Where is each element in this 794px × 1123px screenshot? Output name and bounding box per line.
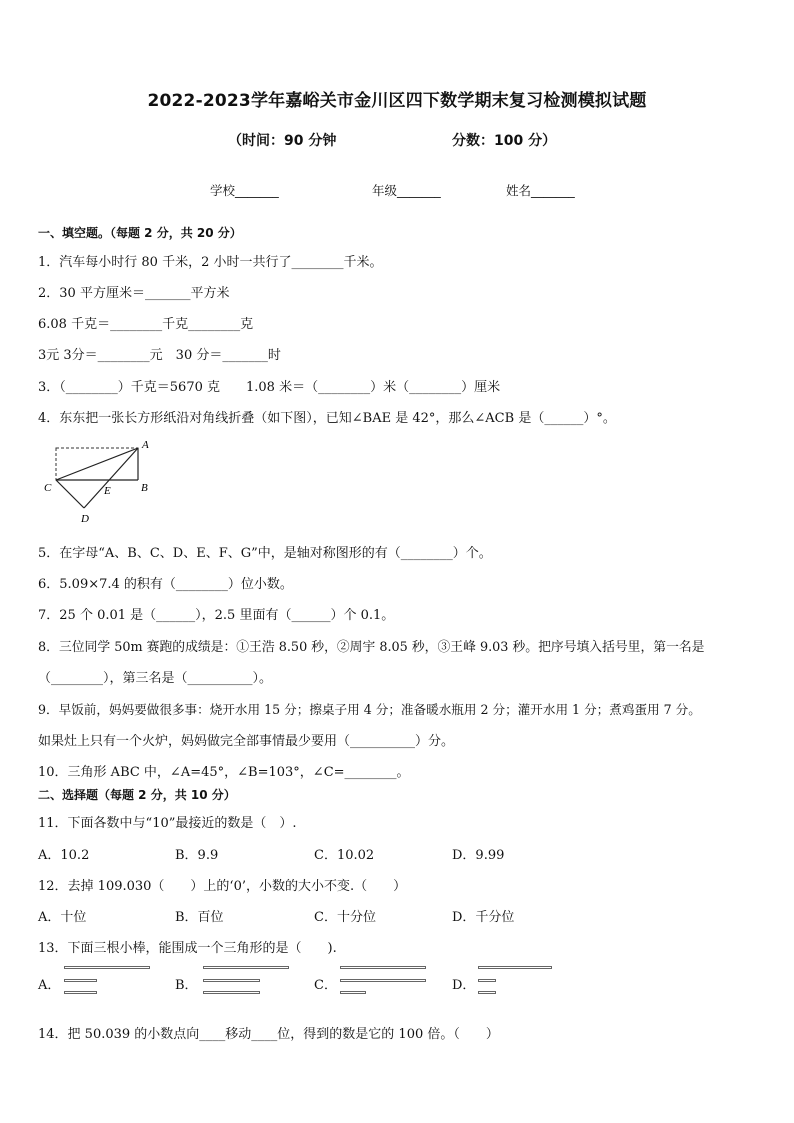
q13-c-stick-3 xyxy=(340,991,366,994)
q13-b-stick-2 xyxy=(203,979,260,982)
question-6: 6．5.09×7.4 的积有（________）位小数。 xyxy=(38,577,293,592)
q11-option-a: A．10.2 xyxy=(38,848,90,863)
question-9-continued: 如果灶上只有一个火炉，妈妈做完全部事情最少要用（__________）分。 xyxy=(38,734,455,749)
q13-d-stick-3 xyxy=(478,991,496,994)
q13-option-a: A． xyxy=(38,978,61,993)
q12-option-a: A．十位 xyxy=(38,910,87,925)
label-c: C xyxy=(44,482,52,494)
label-a: A xyxy=(142,439,149,451)
question-8-continued: （________），第三名是（__________）。 xyxy=(38,671,273,686)
question-9: 9．早饭前，妈妈要做很多事：烧开水用 15 分；擦桌子用 4 分；准备暖水瓶用 2 分；灌开水用 1 分；煮鸡蛋用 7 分。 xyxy=(38,702,701,717)
q12-option-c: C．十分位 xyxy=(314,910,376,925)
q11-option-c: C．10.02 xyxy=(314,848,375,863)
q13-option-b: B． xyxy=(175,978,198,993)
question-11: 11．下面各数中与“10”最接近的数是（ ）. xyxy=(38,816,297,831)
folded-rectangle-figure xyxy=(38,436,168,528)
q13-b-stick-3 xyxy=(203,991,260,994)
q13-d-stick-2 xyxy=(478,979,496,982)
question-3: 3．（________）千克＝5670 克 1.08 米＝（________）米（________）厘米 xyxy=(38,380,501,395)
question-7: 7．25 个 0.01 是（______），2.5 里面有（______）个 0.1。 xyxy=(38,608,395,623)
school-field: 学校_______ xyxy=(210,183,279,198)
q13-a-stick-1 xyxy=(64,966,150,969)
question-2-part-b: 6.08 千克＝________千克________克 xyxy=(38,317,254,332)
q13-d-stick-1 xyxy=(478,966,552,969)
q13-a-stick-2 xyxy=(64,979,97,982)
page-title: 2022-2023学年嘉峪关市金川区四下数学期末复习检测模拟试题 xyxy=(147,91,647,111)
question-2-part-c: 3元 3分＝________元 30 分＝_______时 xyxy=(38,348,281,363)
section-heading-fill-blank: 一、填空题。（每题 2 分，共 20 分） xyxy=(38,226,242,240)
q13-option-d: D． xyxy=(452,978,476,993)
q11-option-d: D．9.99 xyxy=(452,848,505,863)
q13-option-c: C． xyxy=(314,978,337,993)
question-4: 4．东东把一张长方形纸沿对角线折叠（如下图），已知∠BAE 是 42°，那么∠ACB 是（______）°。 xyxy=(38,411,616,426)
section-heading-multiple-choice: 二、选择题（每题 2 分，共 10 分） xyxy=(38,788,236,802)
question-13: 13．下面三根小棒，能围成一个三角形的是（ ). xyxy=(38,941,337,956)
question-1: 1．汽车每小时行 80 千米，2 小时一共行了________千米。 xyxy=(38,255,383,270)
q11-option-b: B．9.9 xyxy=(175,848,219,863)
question-10: 10．三角形 ABC 中，∠A=45°，∠B=103°，∠C=________。 xyxy=(38,765,410,780)
q12-option-b: B．百位 xyxy=(175,910,224,925)
q13-c-stick-2 xyxy=(340,979,426,982)
question-2: 2．30 平方厘米＝_______平方米 xyxy=(38,286,230,301)
q12-option-d: D．千分位 xyxy=(452,910,515,925)
label-e: E xyxy=(104,485,111,497)
label-d: D xyxy=(81,513,89,525)
q13-b-stick-1 xyxy=(203,966,289,969)
question-14: 14．把 50.039 的小数点向____移动____位，得到的数是它的 100 倍。（ ） xyxy=(38,1027,499,1042)
exam-time: （时间：90 分钟 xyxy=(228,133,337,149)
name-field: 姓名_______ xyxy=(506,183,575,198)
exam-score: 分数：100 分） xyxy=(452,133,557,149)
question-5: 5．在字母“A、B、C、D、E、F、G”中，是轴对称图形的有（________）个。 xyxy=(38,546,492,561)
label-b: B xyxy=(141,482,148,494)
grade-field: 年级_______ xyxy=(372,183,441,198)
q13-c-stick-1 xyxy=(340,966,426,969)
question-12: 12．去掉 109.030（ ）上的‘0’，小数的大小不变.（ ） xyxy=(38,879,407,894)
question-8: 8．三位同学 50m 赛跑的成绩是：①王浩 8.50 秒，②周宇 8.05 秒，③王峰 9.03 秒。把序号填入括号里，第一名是 xyxy=(38,640,705,655)
q13-a-stick-3 xyxy=(64,991,97,994)
